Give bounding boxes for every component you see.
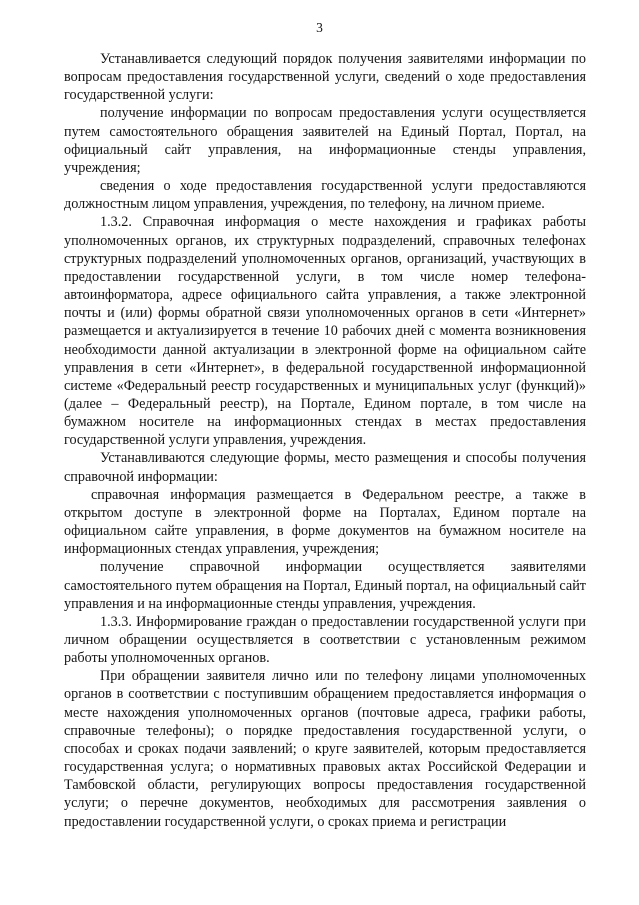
paragraph-personal-appeal: При обращении заявителя лично или по телефону лицами уполномоченных органов в соответствии с поступившим обращением предоставляется информация о месте нахождения уполномоченных органов (почтовые адреса, графики работы, справочные телефоны); о порядке предоставления государственной услуги, о способах и сроках подачи заявлений; о круге заявителей, которым предоставляется государственная услуга; о нормативных правовых актах Российской Федерации и Тамбовской области, регулирующих вопросы предоставления государственной услуги; о перечне документов, необходимых для рассмотрения заявления о предоставлении государственной услуги, о сроках приема и регистрации xyxy=(64,668,586,830)
paragraph-progress-info: сведения о ходе предоставления государственной услуги предоставляются должностным лицом управления, учреждения, по телефону, на личном приеме. xyxy=(64,178,586,213)
paragraph-info-receipt: получение информации по вопросам предоставления услуги осуществляется путем самостоятельного обращения заявителей на Единый Портал, Портал, на официальный сайт управления, на информационные стенды управления, учреждения; xyxy=(64,105,586,176)
page-number: 3 xyxy=(316,20,323,35)
paragraph-1-3-3: 1.3.3. Информирование граждан о предоставлении государственной услуги при личном обращении осуществляется в соответствии с установленным режимом работы уполномоченных органов. xyxy=(64,613,586,667)
paragraph-forms-intro: Устанавливаются следующие формы, место размещения и способы получения справочной информации: xyxy=(64,450,586,485)
paragraph-1-3-2: 1.3.2. Справочная информация о месте нахождения и графиках работы уполномоченных органов, их структурных подразделений, справочных телефонах структурных подразделений уполномоченных органов, организаций, участвующих в предоставлении государственной услуги, в том числе номер телефона-автоинформатора, адресе официального сайта управления, а также электронной почты и (или) формы обратной связи уполномоченных органов в сети «Интернет» размещается и актуализируется в течение 10 рабочих дней с момента возникновения необходимости данной актуализации в электронной форме на официальном сайте управления в сети «Интернет», в федеральной государственной информационной системе «Федеральный реестр государственных и муниципальных услуг (функций)» (далее – Федеральный реестр), на Портале, Едином портале, в том числе на бумажном носителе на информационных стендах в местах предоставления государственной услуги управления, учреждения. xyxy=(64,214,586,449)
paragraph-reference-placement: справочная информация размещается в Федеральном реестре, а также в открытом доступе в электронной форме на Порталах, Едином портале на официальном сайте управления, в форме документов на бумажном носителе на информационных стендах управления, учреждения; xyxy=(64,486,586,558)
paragraph-reference-receipt: получение справочной информации осуществляется заявителями самостоятельного путем обращения на Портал, Единый портал, на официальный сайт управления и на информационные стенды управления, учреждения. xyxy=(64,559,586,612)
document-body xyxy=(64,50,586,831)
paragraph-procedure-intro: Устанавливается следующий порядок получения заявителями информации по вопросам предоставления государственной услуги, сведений о ходе предоставления государственной услуги: xyxy=(64,51,586,104)
